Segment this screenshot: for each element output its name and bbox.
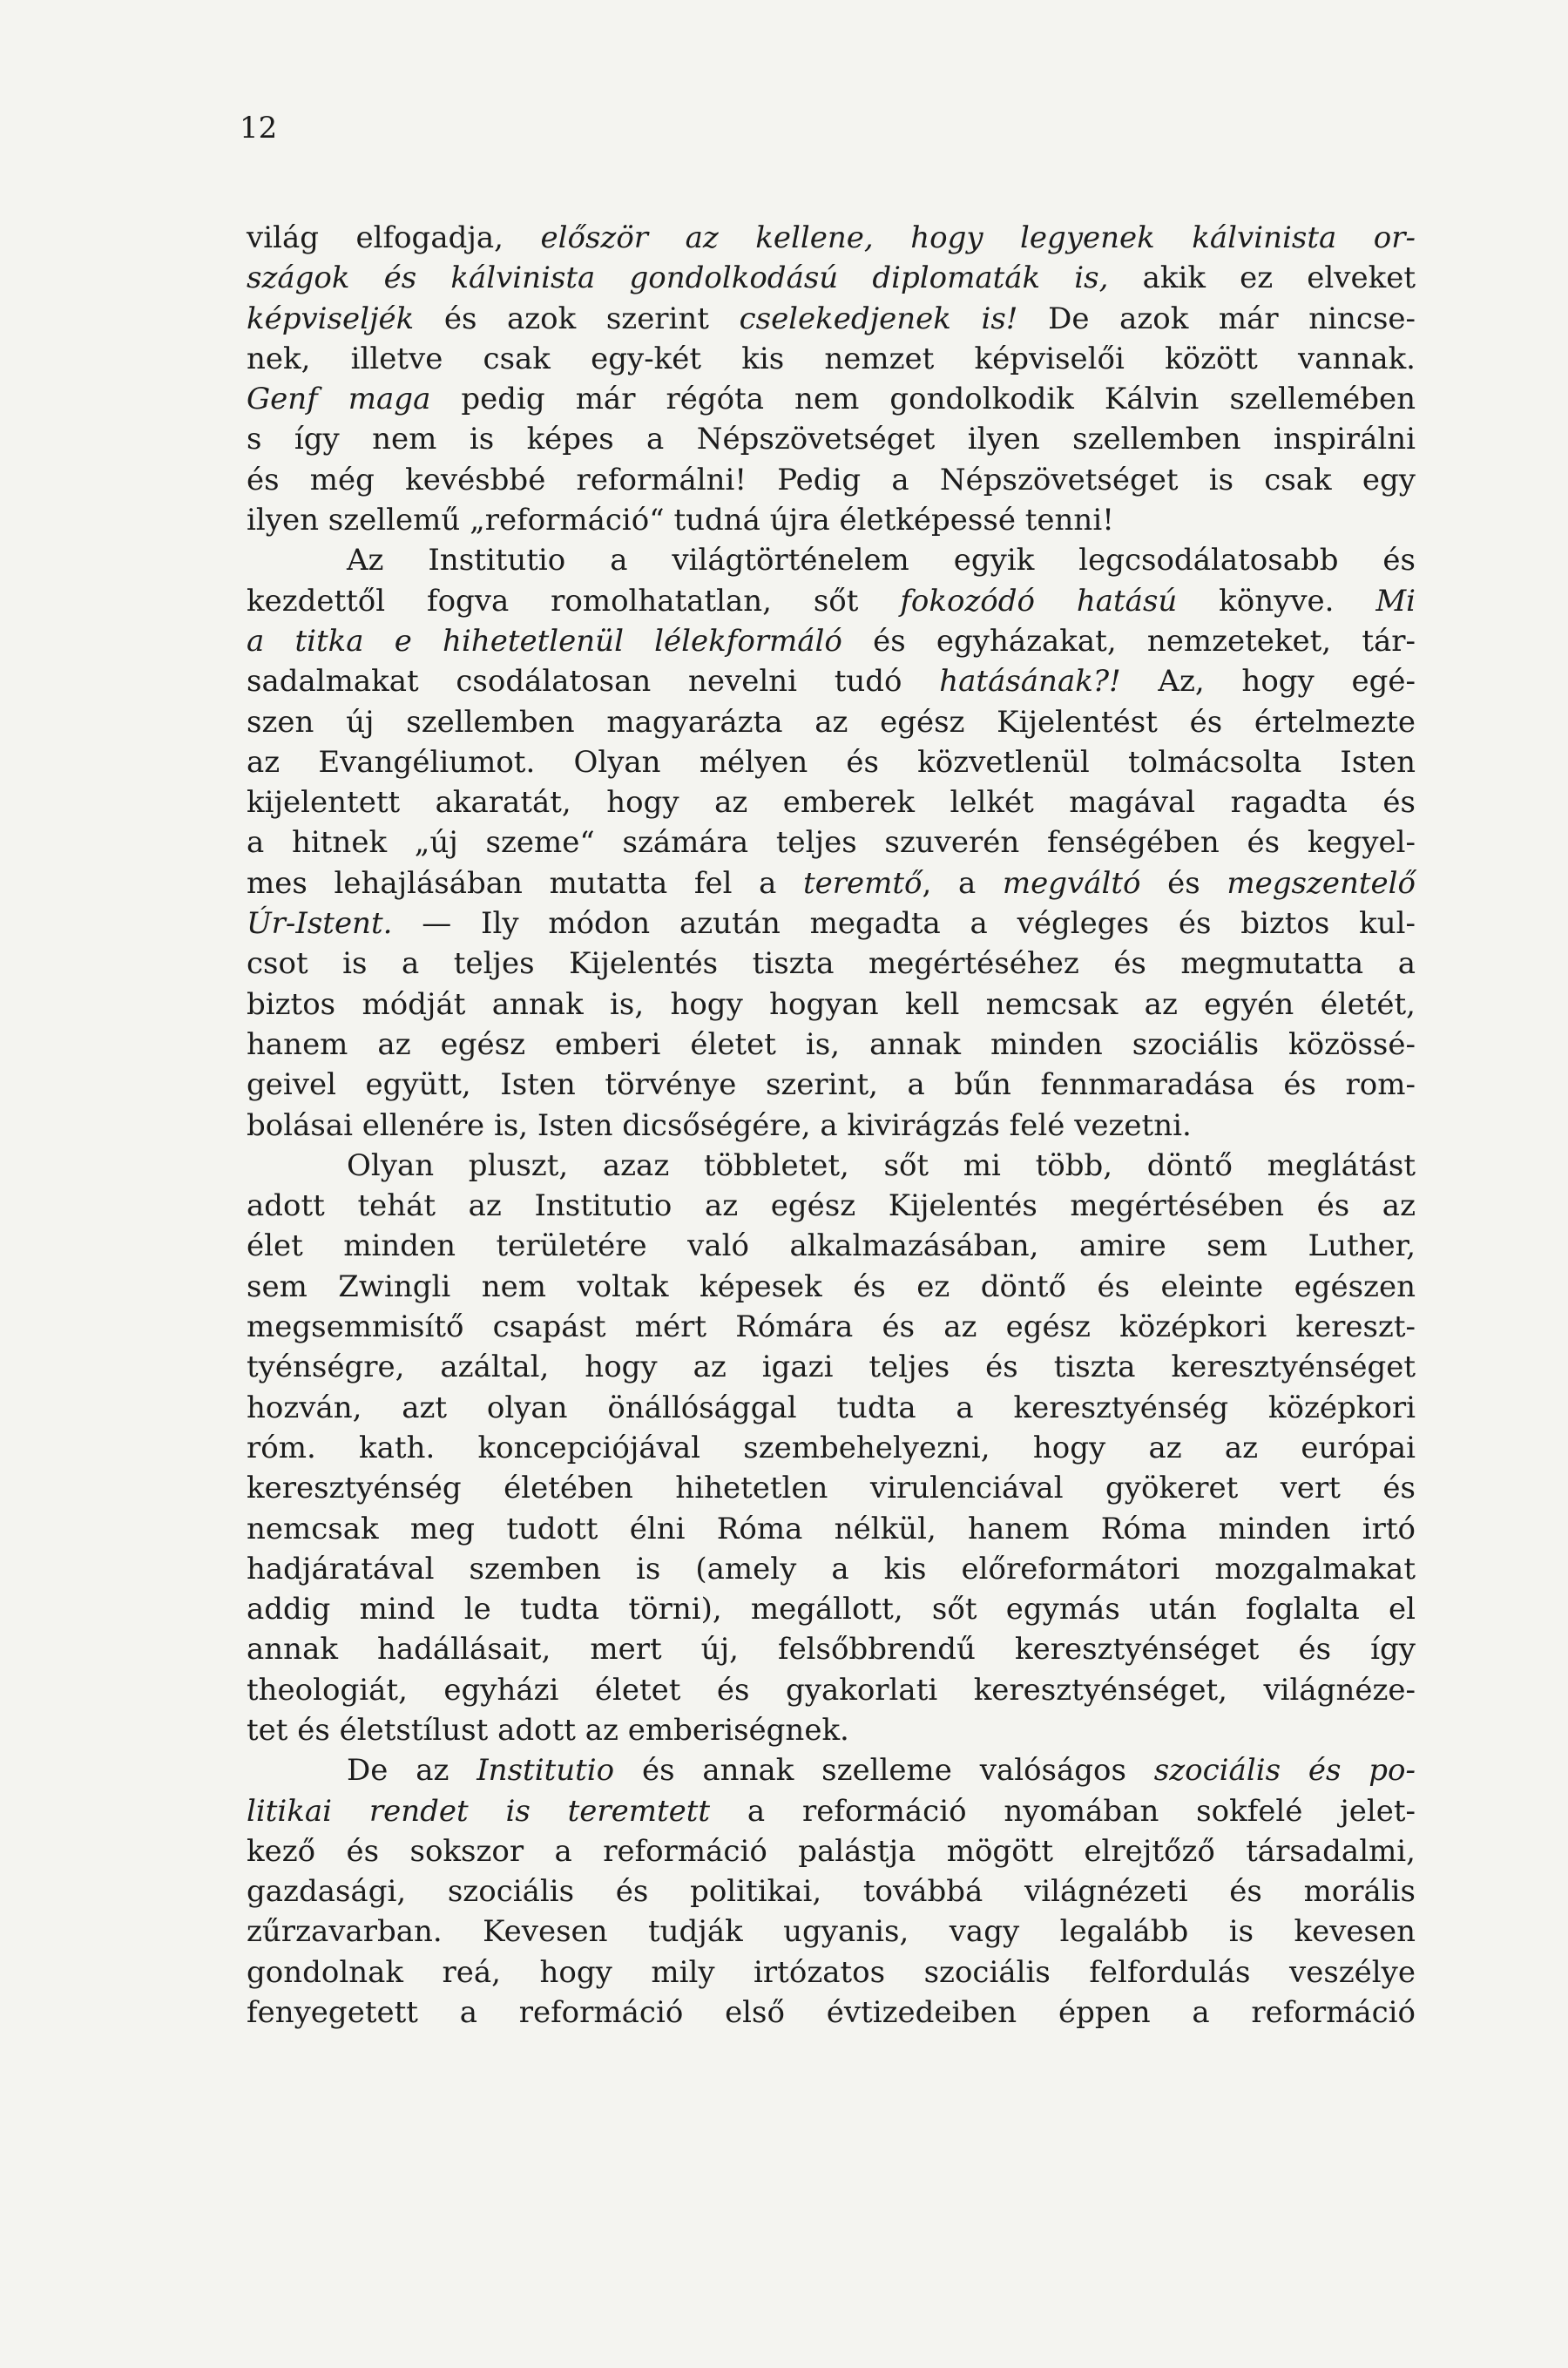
text-segment: és egyházakat, nemzeteket, tár- <box>841 623 1416 659</box>
text-line <box>247 1589 1416 1629</box>
text-line <box>247 379 1416 419</box>
text-line <box>247 1791 1416 1831</box>
italic-text: cselekedjenek is! <box>739 301 1018 336</box>
text-line <box>247 1750 1416 1790</box>
text-line <box>247 863 1416 903</box>
text-segment: és még kevésbbé reformálni! Pedig a Népszövetséget is csak egy <box>247 462 1416 497</box>
text-segment: róm. kath. koncepciójával szembehelyezni, hogy az az európai <box>247 1430 1416 1465</box>
text-segment: bolásai ellenére is, Isten dicsőségére, a kivirágzás felé vezetni. <box>247 1107 1192 1143</box>
text-line <box>247 661 1416 701</box>
text-segment: fenyegetett a reformáció első évtizedeiben éppen a reformáció <box>247 1995 1416 2031</box>
text-line <box>247 1065 1416 1105</box>
text-segment: — Ily módon azután megadta a végleges és biztos kul- <box>392 906 1416 942</box>
text-line <box>247 1186 1416 1226</box>
text-segment: hozván, azt olyan önállósággal tudta a keresztyénség középkori <box>247 1390 1416 1425</box>
text-segment: tyénségre, azáltal, hogy az igazi teljes és tiszta keresztyénséget <box>247 1350 1416 1385</box>
text-line <box>247 1871 1416 1911</box>
text-segment: megsemmisítő csapást mért Rómára és az egész középkori kereszt- <box>247 1309 1416 1345</box>
text-line <box>247 822 1416 863</box>
text-line <box>247 742 1416 782</box>
text-line <box>247 1226 1416 1266</box>
text-segment: nemcsak meg tudott élni Róma nélkül, hanem Róma minden irtó <box>247 1511 1416 1546</box>
text-line <box>247 1952 1416 1993</box>
text-segment: hanem az egész emberi életet is, annak minden szociális közössé- <box>247 1026 1416 1062</box>
text-line <box>247 1670 1416 1710</box>
text-segment: hadjáratával szemben is (amely a kis előreformátori mozgalmakat <box>247 1551 1416 1587</box>
text-segment: gazdasági, szociális és politikai, továbbá világnézeti és morális <box>247 1874 1416 1910</box>
text-line <box>247 1468 1416 1508</box>
text-line <box>247 1831 1416 1871</box>
text-line <box>247 1347 1416 1387</box>
text-segment: keresztyénség életében hihetetlen virulenciával gyökeret vert és <box>247 1471 1416 1506</box>
text-segment: és annak szelleme valóságos <box>614 1753 1154 1789</box>
text-line <box>247 621 1416 661</box>
italic-text: szágok és kálvinista gondolkodású diplomaták is, <box>247 260 1109 296</box>
text-line <box>247 984 1416 1025</box>
text-segment: Olyan pluszt, azaz többletet, sőt mi több, döntő meglátást <box>347 1147 1416 1183</box>
text-segment: nek, illetve csak egy-két kis nemzet képviselői között vannak. <box>247 341 1416 376</box>
text-line <box>247 581 1416 621</box>
italic-text: képviseljék <box>247 301 415 336</box>
text-line <box>247 1388 1416 1428</box>
italic-text: megszentelő <box>1227 865 1416 901</box>
text-segment: geivel együtt, Isten törvénye szerint, a bűn fennmaradása és rom- <box>247 1067 1416 1103</box>
italic-text: Institutio <box>476 1753 615 1789</box>
text-segment: csot is a teljes Kijelentés tiszta megértéséhez és megmutatta a <box>247 946 1416 982</box>
text-segment: könyve. <box>1177 583 1376 619</box>
italic-text: először az kellene, hogy legyenek kálvinista or- <box>540 220 1416 255</box>
text-segment: kező és sokszor a reformáció palástja mögött elrejtőző társadalmi, <box>247 1833 1416 1869</box>
text-segment: annak hadállásait, mert új, felsőbbrendű keresztyénséget és így <box>247 1632 1416 1668</box>
text-line <box>247 299 1416 339</box>
text-line <box>247 460 1416 500</box>
text-segment: élet minden területére való alkalmazásában, amire sem Luther, <box>247 1228 1416 1264</box>
text-segment: Az Institutio a világtörténelem egyik legcsodálatosabb és <box>347 543 1416 578</box>
text-segment: biztos módját annak is, hogy hogyan kell nemcsak az egyén életét, <box>247 986 1416 1022</box>
text-segment: De az <box>347 1753 477 1789</box>
text-segment: világ elfogadja, <box>247 220 541 255</box>
text-line <box>247 944 1416 984</box>
italic-text: litikai rendet is teremtett <box>247 1793 711 1829</box>
text-line <box>247 1629 1416 1669</box>
italic-text: teremtő <box>803 865 923 901</box>
text-line <box>247 258 1416 298</box>
text-line <box>247 1307 1416 1347</box>
page-number: 12 <box>240 111 278 145</box>
italic-text: Genf maga <box>247 382 431 417</box>
text-segment: szen új szellemben magyarázta az egész Kijelentést és értelmezte <box>247 704 1416 740</box>
text-segment: De azok már nincse- <box>1017 301 1416 336</box>
text-line <box>247 1146 1416 1186</box>
text-line <box>247 782 1416 822</box>
body-text <box>247 218 1416 2033</box>
italic-text: fokozódó hatású <box>900 583 1178 619</box>
text-line <box>247 540 1416 580</box>
text-segment: addig mind le tudta törni), megállott, sőt egymás után foglalta el <box>247 1592 1416 1627</box>
text-segment: adott tehát az Institutio az egész Kijelentés megértésében és az <box>247 1188 1416 1224</box>
text-segment: a reformáció nyomában sokfelé jelet- <box>710 1793 1416 1829</box>
text-segment: ilyen szellemű „reformáció“ tudná újra életképessé tenni! <box>247 503 1114 538</box>
text-line <box>247 903 1416 944</box>
text-line <box>247 1267 1416 1307</box>
italic-text: Mi <box>1375 583 1416 619</box>
italic-text: megváltó <box>1002 865 1141 901</box>
text-segment: sadalmakat csodálatosan nevelni tudó <box>247 664 940 700</box>
text-segment: Az, hogy egé- <box>1120 664 1416 700</box>
italic-text: Úr-Istent. <box>247 906 393 942</box>
text-segment: és azok szerint <box>414 301 740 336</box>
text-line <box>247 1106 1416 1146</box>
italic-text: szociális és po- <box>1153 1753 1416 1789</box>
text-segment: pedig már régóta nem gondolkodik Kálvin szellemében <box>430 382 1416 417</box>
text-line <box>247 1025 1416 1065</box>
text-line <box>247 218 1416 258</box>
text-segment: mes lehajlásában mutatta fel a <box>247 865 803 901</box>
italic-text: hatásának?! <box>939 664 1121 700</box>
text-line <box>247 419 1416 459</box>
text-segment: sem Zwingli nem voltak képesek és ez döntő és eleinte egészen <box>247 1269 1416 1304</box>
text-segment: akik ez elveket <box>1108 260 1416 296</box>
text-line <box>247 339 1416 379</box>
text-segment: kezdettől fogva romolhatatlan, sőt <box>247 583 901 619</box>
text-line <box>247 1549 1416 1589</box>
text-segment: a hitnek „új szeme“ számára teljes szuverén fenségében és kegyel- <box>247 825 1416 861</box>
text-segment: s így nem is képes a Népszövetséget ilyen szellemben inspirálni <box>247 422 1416 457</box>
text-segment: theologiát, egyházi életet és gyakorlati keresztyénséget, világnéze- <box>247 1672 1416 1708</box>
text-segment: tet és életstílust adott az emberiségnek. <box>247 1712 849 1748</box>
text-line <box>247 1993 1416 2033</box>
text-segment: , a <box>922 865 1003 901</box>
text-segment: zűrzavarban. Kevesen tudják ugyanis, vagy legalább is kevesen <box>247 1914 1416 1950</box>
text-line <box>247 1428 1416 1468</box>
text-line <box>247 702 1416 742</box>
text-line <box>247 500 1416 540</box>
text-segment: és <box>1140 865 1227 901</box>
text-segment: kijelentett akaratát, hogy az emberek lelkét magával ragadta és <box>247 785 1416 821</box>
text-segment: gondolnak reá, hogy mily irtózatos szociális felfordulás veszélye <box>247 1954 1416 1990</box>
text-line <box>247 1710 1416 1750</box>
italic-text: a titka e hihetetlenül lélekformáló <box>247 623 842 659</box>
text-line <box>247 1509 1416 1549</box>
text-segment: az Evangéliumot. Olyan mélyen és közvetlenül tolmácsolta Isten <box>247 744 1416 780</box>
text-line <box>247 1911 1416 1952</box>
